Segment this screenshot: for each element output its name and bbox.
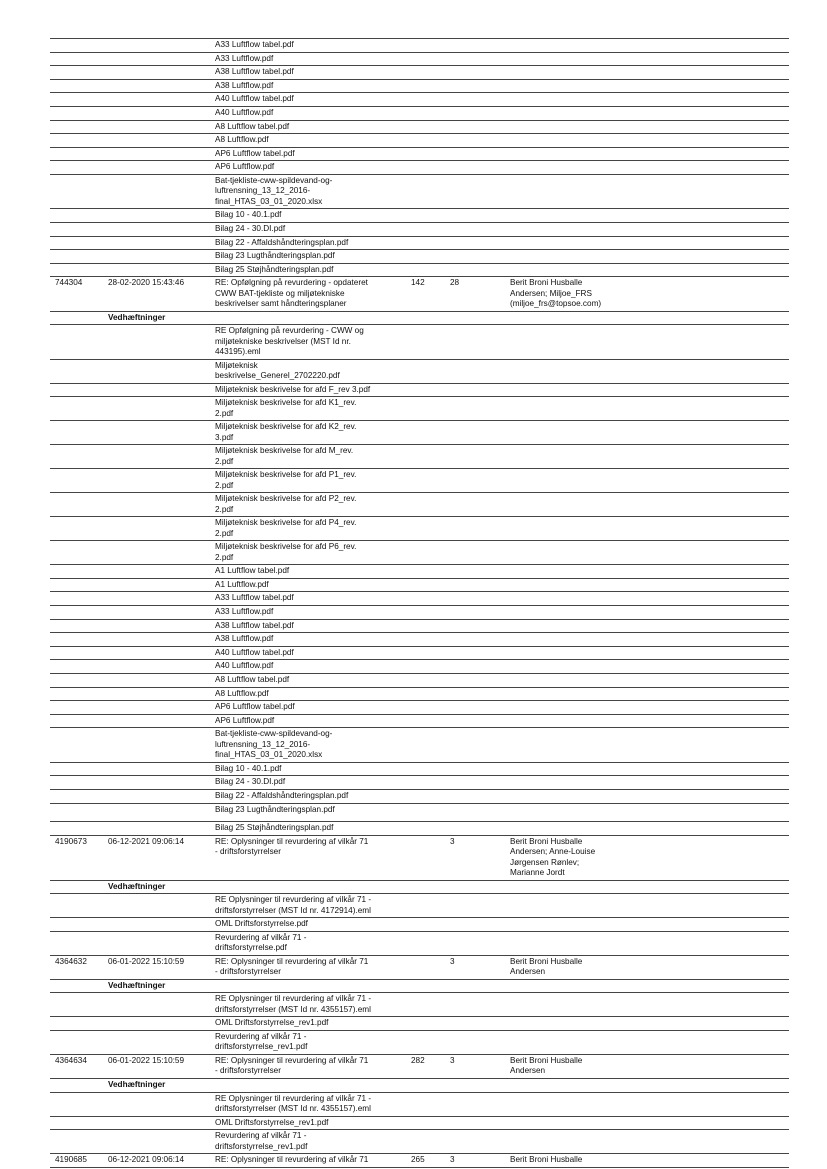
attachment-row: [50, 106, 789, 120]
message-count-2: 3: [450, 956, 455, 966]
attachment-name: A8 Luftflow.pdf: [215, 688, 269, 698]
attachment-row: [50, 516, 789, 540]
attachment-name: AP6 Luftflow tabel.pdf: [215, 148, 295, 158]
attachment-name: A8 Luftflow tabel.pdf: [215, 675, 290, 685]
attachment-name: A8 Luftflow tabel.pdf: [215, 121, 290, 131]
message-count-2: 3: [450, 1155, 455, 1165]
attachment-name: Miljøteknisk beskrivelse for afd P1_rev. 2.pdf: [215, 470, 357, 490]
attachment-name: OML Driftsforstyrrelse.pdf: [215, 919, 308, 929]
attachment-row: [50, 359, 789, 383]
attachment-name: A1 Luftflow tabel.pdf: [215, 566, 290, 576]
attachment-name: Bilag 23 Lugthåndteringsplan.pdf: [215, 251, 335, 261]
attachment-row: [50, 65, 789, 79]
attachment-row: [50, 1129, 789, 1153]
message-recipients: Berit Broni Husballe Andersen: [510, 1055, 583, 1076]
attachment-name: OML Driftsforstyrrelse_rev1.pdf: [215, 1117, 329, 1127]
attachment-row: [50, 383, 789, 397]
message-count-1: 265: [411, 1155, 425, 1165]
attachment-row: [50, 249, 789, 263]
attachment-row: [50, 120, 789, 134]
attachment-row: [50, 79, 789, 93]
attachment-name: A40 Luftflow tabel.pdf: [215, 647, 294, 657]
message-id: 4190673: [55, 836, 87, 846]
attachment-name: RE Oplysninger til revurdering af vilkår 71 - driftsforstyrrelser (MST Id nr. 4355157).eml: [215, 1093, 372, 1113]
message-date: 06-01-2022 15:10:59: [108, 1055, 185, 1065]
attachment-row: [50, 492, 789, 516]
message-subject: RE: Oplysninger til revurdering af vilkår 71: [215, 1155, 369, 1165]
attachment-name: A33 Luftflow.pdf: [215, 53, 274, 63]
attachment-name: Bilag 23 Lugthåndteringsplan.pdf: [215, 804, 335, 814]
attachment-row: [50, 646, 789, 660]
attachments-heading: Vedhæftninger: [108, 1079, 166, 1089]
attachment-name: Bilag 25 Støjhåndteringsplan.pdf: [215, 264, 334, 274]
attachment-name: Miljøteknisk beskrivelse for afd M_rev. 2.pdf: [215, 446, 354, 466]
message-subject: RE: Oplysninger til revurdering af vilkår 71 - driftsforstyrrelser: [215, 836, 369, 857]
attachment-row: [50, 917, 789, 931]
attachment-name: Revurdering af vilkår 71 - driftsforstyrrelse_rev1.pdf: [215, 1031, 308, 1052]
attachment-row: [50, 263, 789, 277]
attachment-row: [50, 700, 789, 714]
attachment-row: [50, 1116, 789, 1130]
attachment-row: [50, 147, 789, 161]
attachment-row: [50, 222, 789, 236]
attachment-row: [50, 992, 789, 1016]
attachments-heading: Vedhæftninger: [108, 312, 166, 322]
attachment-name: A38 Luftflow.pdf: [215, 634, 274, 644]
attachment-row: [50, 92, 789, 106]
attachment-name: Miljøteknisk beskrivelse for afd K1_rev. 2.pdf: [215, 398, 357, 418]
attachment-name: A8 Luftflow.pdf: [215, 135, 269, 145]
message-subject: RE: Opfølgning på revurdering - opdateret CWW BAT-tjekliste og miljøtekniske beskrivelser samt håndteringsplaner: [215, 278, 368, 309]
message-row: [50, 1153, 789, 1168]
attachment-name: Bat-tjekliste-cww-spildevand-og- luftrensning_13_12_2016- final_HTAS_03_01_2020.xlsx: [215, 729, 333, 760]
attachment-name: Bilag 22 - Affaldshåndteringsplan.pdf: [215, 237, 349, 247]
message-count-1: 142: [411, 278, 425, 288]
message-recipients: Berit Broni Husballe: [510, 1155, 583, 1165]
attachments-header-row: [50, 979, 789, 993]
attachment-name: Bilag 24 - 30.DI.pdf: [215, 223, 286, 233]
attachment-row: [50, 1016, 789, 1030]
message-date: 06-12-2021 09:06:14: [108, 836, 185, 846]
attachment-name: OML Driftsforstyrrelse_rev1.pdf: [215, 1018, 329, 1028]
message-count-2: 3: [450, 836, 455, 846]
message-date: 06-01-2022 15:10:59: [108, 956, 185, 966]
message-row: [50, 955, 789, 979]
attachments-heading: Vedhæftninger: [108, 980, 166, 990]
attachments-header-row: [50, 311, 789, 325]
attachment-name: Miljøteknisk beskrivelse for afd P2_rev. 2.pdf: [215, 494, 357, 514]
attachment-name: Bilag 25 Støjhåndteringsplan.pdf: [215, 823, 334, 833]
message-count-1: 282: [411, 1055, 425, 1065]
message-date: 06-12-2021 09:06:14: [108, 1155, 185, 1165]
message-subject: RE: Oplysninger til revurdering af vilkår 71 - driftsforstyrrelser: [215, 956, 369, 977]
attachment-row: [50, 420, 789, 444]
attachment-row: [50, 52, 789, 66]
attachment-row: [50, 444, 789, 468]
attachment-name: Bilag 24 - 30.DI.pdf: [215, 777, 286, 787]
attachment-row: [50, 931, 789, 955]
message-recipients: Berit Broni Husballe Andersen; Miljoe_FRS (miljoe_frs@topsoe.com): [510, 278, 602, 309]
attachment-name: RE Oplysninger til revurdering af vilkår 71 - driftsforstyrrelser (MST Id nr. 4172914).eml: [215, 895, 372, 915]
attachment-name: RE Oplysninger til revurdering af vilkår 71 - driftsforstyrrelser (MST Id nr. 4355157).eml: [215, 994, 372, 1014]
document-table: [50, 38, 789, 1168]
attachment-row: [50, 605, 789, 619]
attachment-row: [50, 659, 789, 673]
attachment-name: Bat-tjekliste-cww-spildevand-og- luftrensning_13_12_2016- final_HTAS_03_01_2020.xlsx: [215, 175, 333, 206]
attachment-name: A33 Luftflow.pdf: [215, 607, 274, 617]
attachment-row: [50, 727, 789, 761]
attachments-header-row: [50, 880, 789, 894]
attachment-row: [50, 821, 789, 835]
attachment-name: Miljøteknisk beskrivelse for afd P6_rev. 2.pdf: [215, 542, 357, 562]
attachment-row: [50, 893, 789, 917]
attachment-name: Revurdering af vilkår 71 - driftsforstyrrelse.pdf: [215, 932, 307, 953]
message-id: 4364634: [55, 1055, 87, 1065]
attachment-name: Bilag 22 - Affaldshåndteringsplan.pdf: [215, 790, 349, 800]
attachment-row: [50, 324, 789, 358]
message-id: 4364632: [55, 956, 87, 966]
attachment-row: [50, 1092, 789, 1116]
attachment-row: [50, 619, 789, 633]
attachments-heading: Vedhæftninger: [108, 881, 166, 891]
attachment-name: A33 Luftflow tabel.pdf: [215, 593, 294, 603]
attachment-row: [50, 38, 789, 52]
attachment-row: [50, 540, 789, 564]
attachment-name: AP6 Luftflow tabel.pdf: [215, 702, 295, 712]
attachment-name: A38 Luftflow.pdf: [215, 80, 274, 90]
attachment-row: [50, 775, 789, 789]
message-id: 744304: [55, 278, 83, 288]
attachment-name: Miljøteknisk beskrivelse for afd P4_rev. 2.pdf: [215, 518, 357, 538]
message-recipients: Berit Broni Husballe Andersen; Anne-Louise Jørgensen Rønlev; Marianne Jordt: [510, 836, 596, 877]
attachment-name: A38 Luftflow tabel.pdf: [215, 67, 294, 77]
attachment-row: [50, 564, 789, 578]
attachment-name: AP6 Luftflow.pdf: [215, 715, 275, 725]
attachment-row: [50, 208, 789, 222]
attachment-row: [50, 673, 789, 687]
attachment-name: A40 Luftflow.pdf: [215, 107, 274, 117]
attachment-name: A40 Luftflow tabel.pdf: [215, 94, 294, 104]
message-row: [50, 276, 789, 310]
message-subject: RE: Oplysninger til revurdering af vilkår 71 - driftsforstyrrelser: [215, 1055, 369, 1076]
message-date: 28-02-2020 15:43:46: [108, 278, 185, 288]
message-count-2: 28: [450, 278, 460, 288]
attachment-row: [50, 578, 789, 592]
attachments-header-row: [50, 1078, 789, 1092]
attachment-row: [50, 591, 789, 605]
attachment-name: AP6 Luftflow.pdf: [215, 162, 275, 172]
attachment-name: Miljøteknisk beskrivelse_Generel_2702220.pdf: [215, 360, 340, 381]
attachment-row: [50, 468, 789, 492]
attachment-name: Revurdering af vilkår 71 - driftsforstyrrelse_rev1.pdf: [215, 1131, 308, 1151]
message-row: [50, 835, 789, 880]
message-count-2: 3: [450, 1055, 455, 1065]
message-id: 4190685: [55, 1155, 87, 1165]
attachment-row: [50, 396, 789, 420]
attachment-name: A1 Luftflow.pdf: [215, 579, 269, 589]
attachment-name: RE Opfølgning på revurdering - CWW og miljøtekniske beskrivelser (MST Id nr. 443195).eml: [215, 326, 364, 357]
attachment-row: [50, 133, 789, 147]
attachment-row: [50, 160, 789, 174]
message-row: [50, 1054, 789, 1078]
attachment-name: A40 Luftflow.pdf: [215, 661, 274, 671]
attachment-name: Bilag 10 - 40.1.pdf: [215, 210, 282, 220]
attachment-name: Miljøteknisk beskrivelse for afd K2_rev. 3.pdf: [215, 422, 357, 442]
attachment-name: Miljøteknisk beskrivelse for afd F_rev 3.pdf: [215, 384, 371, 394]
message-recipients: Berit Broni Husballe Andersen: [510, 956, 583, 977]
attachment-name: A33 Luftflow tabel.pdf: [215, 40, 294, 49]
attachment-row: [50, 632, 789, 646]
attachment-row: [50, 236, 789, 250]
attachment-row: [50, 1030, 789, 1054]
attachment-name: A38 Luftflow tabel.pdf: [215, 620, 294, 630]
attachment-row: [50, 687, 789, 701]
attachment-row: [50, 803, 789, 822]
attachment-row: [50, 174, 789, 208]
attachment-row: [50, 714, 789, 728]
attachment-name: Bilag 10 - 40.1.pdf: [215, 763, 282, 773]
attachment-row: [50, 762, 789, 776]
attachment-row: [50, 789, 789, 803]
